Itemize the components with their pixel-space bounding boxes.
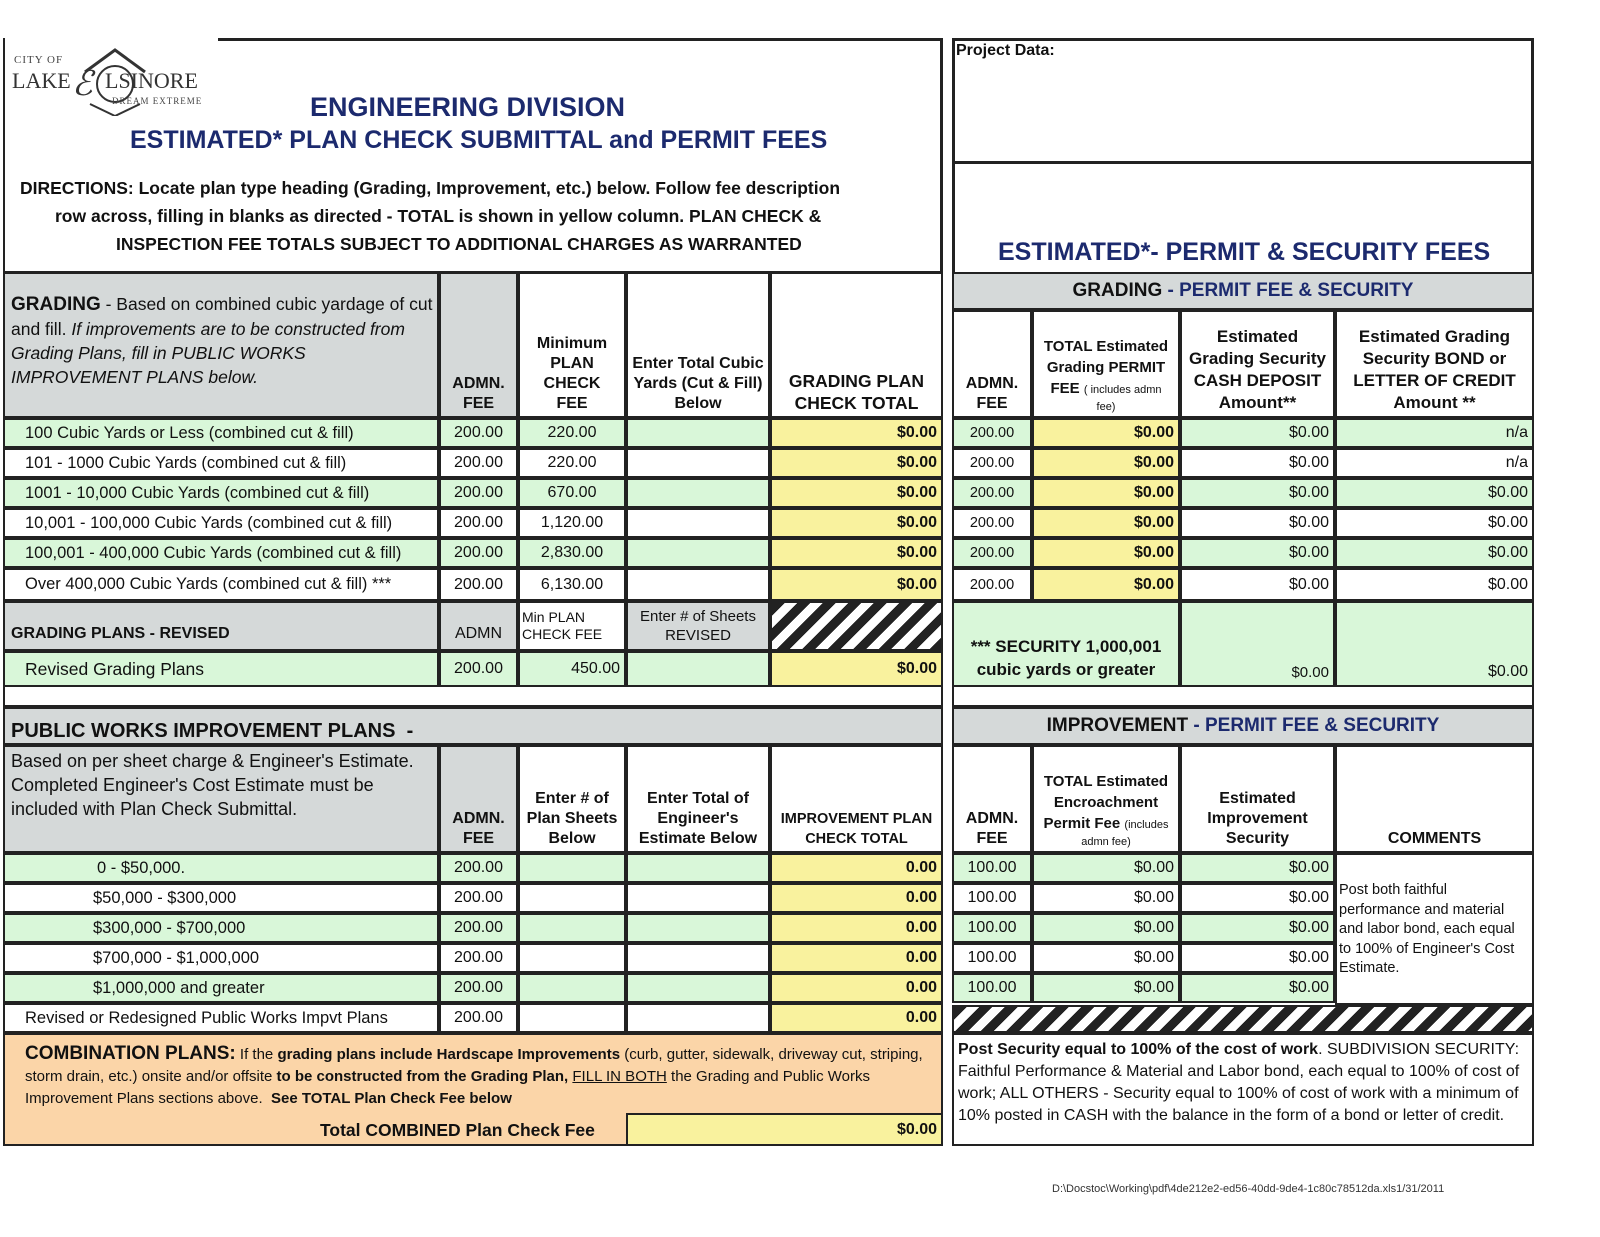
pw-row-estimate-input[interactable] — [626, 973, 770, 1003]
grading-row-cubic-input[interactable] — [626, 448, 770, 478]
pw-total-header — [770, 745, 943, 853]
header-text: CHECK FEE — [522, 626, 603, 642]
revised-row-label: Revised Grading Plans — [3, 651, 439, 687]
gp-security-cash: $0.00 — [1180, 601, 1335, 687]
header-text: Below — [548, 830, 596, 847]
gp-admn-header — [952, 310, 1032, 418]
grading-row-total: $0.00 — [770, 448, 943, 478]
header-text: Encroachment — [1053, 794, 1159, 811]
directions-line1: DIRECTIONS: Locate plan type heading (Grading, Improvement, etc.) below. Follow fee description — [20, 178, 841, 198]
pw-title-bar — [3, 707, 943, 745]
logo-lake: LAKE — [12, 68, 71, 93]
pw-row-sheets-input[interactable] — [518, 943, 626, 973]
ip-row-security: $0.00 — [1180, 943, 1335, 973]
grading-row-label: 1001 - 10,000 Cubic Yards (combined cut & fill) — [3, 478, 439, 508]
pw-estimate-header — [626, 745, 770, 853]
ip-row-fee: $0.00 — [1032, 943, 1180, 973]
grading-row-cubic-input[interactable] — [626, 538, 770, 568]
gp-row-admn: 200.00 — [952, 418, 1032, 448]
grading-spacer — [3, 687, 943, 707]
pw-row-total: 0.00 — [770, 913, 943, 943]
combination-text: If the — [235, 1046, 278, 1063]
header-text: Estimated — [1219, 790, 1296, 807]
pw-row-total: 0.00 — [770, 1003, 943, 1033]
gp-cash-header — [1180, 310, 1335, 418]
pw-sheets-header — [518, 745, 626, 853]
grading-row-cubic-input[interactable] — [626, 418, 770, 448]
gp-row-cash: $0.00 — [1180, 418, 1335, 448]
pw-row-admn: 200.00 — [439, 973, 518, 1003]
grading-row-label: Over 400,000 Cubic Yards (combined cut & fill) *** — [3, 568, 439, 601]
header-text: Estimated Grading — [1358, 327, 1511, 346]
grading-row-cubic-input[interactable] — [626, 508, 770, 538]
ip-comments-header: COMMENTS — [1335, 745, 1534, 853]
project-data-label: Project Data: — [956, 42, 1055, 59]
revised-row-total: $0.00 — [770, 651, 943, 687]
header-text: Enter Total Cubic — [632, 355, 764, 372]
gp-row-bond: $0.00 — [1335, 508, 1534, 538]
title-part: GRADING — [1072, 280, 1163, 301]
pw-row-estimate-input[interactable] — [626, 943, 770, 973]
note-text: *** SECURITY 1,000,001 — [970, 637, 1162, 656]
ip-row-security: $0.00 — [1180, 853, 1335, 883]
header-text: Plan Sheets — [526, 810, 618, 827]
improvement-permit-title — [952, 707, 1534, 745]
pw-row-total: 0.00 — [770, 853, 943, 883]
grading-description — [3, 272, 439, 418]
gp-row-bond: $0.00 — [1335, 538, 1534, 568]
grading-row-total: $0.00 — [770, 568, 943, 601]
ip-row-fee: $0.00 — [1032, 853, 1180, 883]
pw-row-admn: 200.00 — [439, 853, 518, 883]
directions-line3: INSPECTION FEE TOTALS SUBJECT TO ADDITIONAL CHARGES AS WARRANTED — [116, 234, 802, 254]
header-text: IMPROVEMENT PLAN — [780, 811, 933, 827]
pw-row-label: $700,000 - $1,000,000 — [3, 943, 439, 973]
pw-row-estimate-input[interactable] — [626, 913, 770, 943]
header-text: Enter Total of — [647, 790, 749, 807]
page-title: ESTIMATED* PLAN CHECK SUBMITTAL and PERMIT FEES — [130, 126, 828, 154]
header-text: Security — [1225, 830, 1290, 847]
header-text: FEE — [462, 395, 495, 412]
grading-row-admn: 200.00 — [439, 478, 518, 508]
division-title: ENGINEERING DIVISION — [310, 92, 626, 122]
revised-enter-header — [626, 601, 770, 651]
gp-row-cash: $0.00 — [1180, 448, 1335, 478]
header-text: Amount ** — [1393, 393, 1476, 412]
gp-row-bond: $0.00 — [1335, 568, 1534, 601]
grading-title: GRADING — [11, 294, 101, 315]
grading-row-cubic-input[interactable] — [626, 478, 770, 508]
revised-admn-header: ADMN — [439, 601, 518, 651]
grading-row-total: $0.00 — [770, 508, 943, 538]
header-text: FEE — [976, 395, 1008, 412]
directions-line2: row across, filling in blanks as directed - TOTAL is shown in yellow column. PLAN CHECK & — [55, 206, 822, 226]
grading-row-admn: 200.00 — [439, 568, 518, 601]
grading-row-min: 220.00 — [518, 448, 626, 478]
pw-row-admn: 200.00 — [439, 883, 518, 913]
header-text: Grading PERMIT — [1046, 359, 1166, 376]
revised-row-admn: 200.00 — [439, 651, 518, 687]
header-text: Permit Fee — [1043, 815, 1121, 832]
header-text: ADMN. — [452, 810, 505, 827]
revised-row-min: 450.00 — [518, 651, 626, 687]
gp-security-bond: $0.00 — [1335, 601, 1534, 687]
header-text: Yards (Cut & Fill) — [633, 375, 763, 392]
header-text — [1050, 378, 1161, 401]
header-text: Below — [674, 395, 722, 412]
grading-row-total: $0.00 — [770, 478, 943, 508]
gp-row-admn: 200.00 — [952, 538, 1032, 568]
estimated-box-side — [952, 164, 955, 274]
header-text: CHECK TOTAL — [794, 393, 919, 413]
ip-row-fee: $0.00 — [1032, 883, 1180, 913]
header-text: Estimate Below — [638, 830, 758, 847]
gp-total-header — [1032, 310, 1180, 418]
gp-row-admn: 200.00 — [952, 448, 1032, 478]
ip-row-security: $0.00 — [1180, 913, 1335, 943]
gp-row-cash: $0.00 — [1180, 508, 1335, 538]
header-text: TOTAL Estimated — [1043, 338, 1169, 355]
ip-row-admn: 100.00 — [952, 913, 1032, 943]
header-text: CASH DEPOSIT — [1193, 371, 1322, 390]
gp-row-cash: $0.00 — [1180, 568, 1335, 601]
header-text: Security BOND or — [1362, 349, 1507, 368]
grading-row-min: 1,120.00 — [518, 508, 626, 538]
grading-enter-header — [626, 272, 770, 418]
header-text: ADMN. — [965, 810, 1019, 827]
gp-row-admn: 200.00 — [952, 568, 1032, 601]
gp-row-admn: 200.00 — [952, 478, 1032, 508]
header-small: (includes — [1124, 819, 1169, 831]
grading-desc-italic: If improvements are to be constructed from Grading Plans, fill in PUBLIC WORKS IMPROVEMENT PLANS below. — [11, 319, 405, 387]
pw-row-label: Revised or Redesigned Public Works Impvt Plans — [3, 1003, 439, 1033]
pw-row-admn: 200.00 — [439, 943, 518, 973]
gp-security-note — [952, 601, 1180, 687]
logo-city-of: CITY OF — [14, 54, 64, 66]
logo-lsinore: LSINORE — [105, 68, 198, 93]
pw-row-admn: 200.00 — [439, 1003, 518, 1033]
gp-spacer — [952, 687, 1534, 707]
ip-row-fee: $0.00 — [1032, 973, 1180, 1003]
pw-row-estimate-input[interactable] — [626, 853, 770, 883]
pw-row-estimate-input[interactable] — [626, 1003, 770, 1033]
header-top-line — [218, 38, 943, 41]
grading-row-min: 6,130.00 — [518, 568, 626, 601]
grading-row-cubic-input[interactable] — [626, 568, 770, 601]
gp-row-fee: $0.00 — [1032, 568, 1180, 601]
grading-row-total: $0.00 — [770, 418, 943, 448]
gp-bond-header — [1335, 310, 1534, 418]
pw-description — [3, 745, 439, 853]
header-text: Minimum — [536, 335, 608, 352]
header-text: Enter # of Sheets — [640, 608, 756, 625]
grading-total-header — [770, 272, 943, 418]
revised-row-sheets-input[interactable] — [626, 651, 770, 687]
ip-row-admn: 100.00 — [952, 883, 1032, 913]
grading-row-min: 2,830.00 — [518, 538, 626, 568]
grading-row-min: 220.00 — [518, 418, 626, 448]
ip-admn-header — [952, 745, 1032, 853]
footer-path: D:\Docstoc\Working\pdf\4de212e2-ed56-40dd-9de4-1c80c78512da.xls1/31/2011 — [1052, 1183, 1445, 1195]
header-text: Improvement — [1207, 810, 1308, 827]
estimated-fees-title: ESTIMATED*- PERMIT & SECURITY FEES — [998, 238, 1491, 266]
city-logo — [10, 44, 215, 116]
header-text: Engineer's — [657, 810, 739, 827]
gp-row-bond: n/a — [1335, 418, 1534, 448]
pw-row-sheets-input[interactable] — [518, 1003, 626, 1033]
ip-row-admn: 100.00 — [952, 973, 1032, 1003]
gp-row-cash: $0.00 — [1180, 538, 1335, 568]
pw-row-admn: 200.00 — [439, 913, 518, 943]
comment-text: Post both faithful performance and material and labor bond, each equal to 100% of Engineer's Cost Estimate. — [1339, 882, 1515, 976]
header-text: Amount** — [1218, 393, 1297, 412]
pw-row-label: $50,000 - $300,000 — [3, 883, 439, 913]
pw-row-total: 0.00 — [770, 973, 943, 1003]
note-text: cubic yards or greater — [976, 660, 1156, 679]
pw-row-sheets-input[interactable] — [518, 973, 626, 1003]
header-text: Estimated — [1216, 327, 1299, 346]
header-text: CHECK TOTAL — [805, 831, 908, 847]
combination-text: the Grading and Public Works Improvement Plans sections above. — [25, 1068, 875, 1107]
pw-row-total: 0.00 — [770, 883, 943, 913]
ip-row-fee: $0.00 — [1032, 913, 1180, 943]
header-text: REVISED — [665, 627, 731, 644]
grading-desc: - Based on combined cubic yardage of cut and fill. — [11, 294, 433, 339]
grading-row-admn: 200.00 — [439, 418, 518, 448]
header-text: Enter # of — [535, 790, 609, 807]
pw-title: PUBLIC WORKS IMPROVEMENT PLANS - — [11, 720, 414, 742]
grading-row-min: 670.00 — [518, 478, 626, 508]
security-bold: Post Security equal to 100% of the cost of work — [958, 1041, 1319, 1058]
title-part: - PERMIT FEE & SECURITY — [1162, 280, 1414, 301]
combination-text: to be constructed from the Grading Plan, — [276, 1068, 569, 1085]
header-text: Min PLAN — [522, 609, 586, 625]
pw-row-sheets-input[interactable] — [518, 883, 626, 913]
grading-row-label: 100 Cubic Yards or Less (combined cut & fill) — [3, 418, 439, 448]
ip-hatch-row — [952, 1005, 1534, 1033]
combination-title: COMBINATION PLANS: — [25, 1043, 236, 1064]
pw-row-label: 0 - $50,000. — [3, 853, 439, 883]
header-small: admn fee) — [1081, 836, 1131, 848]
logo-tagline: DREAM EXTREME — [112, 96, 203, 106]
combination-text: See TOTAL Plan Check Fee below — [270, 1090, 512, 1107]
header-text: LETTER OF CREDIT — [1353, 371, 1516, 390]
header-left-line — [3, 38, 5, 274]
combination-fill-both: FILL IN BOTH — [572, 1068, 667, 1085]
security-text-box — [952, 1033, 1534, 1146]
gp-row-fee: $0.00 — [1032, 448, 1180, 478]
ip-comments — [1335, 853, 1534, 1005]
header-text: Grading Security — [1189, 349, 1326, 368]
gp-row-fee: $0.00 — [1032, 538, 1180, 568]
grading-row-label: 10,001 - 100,000 Cubic Yards (combined cut & fill) — [3, 508, 439, 538]
gp-row-admn: 200.00 — [952, 508, 1032, 538]
header-text: FEE — [976, 830, 1008, 847]
header-text: GRADING PLAN — [788, 371, 925, 391]
header-text: ADMN. — [452, 375, 505, 392]
header-text: TOTAL Estimated — [1043, 773, 1169, 790]
ip-security-header — [1180, 745, 1335, 853]
pw-admn-header — [439, 745, 518, 853]
gp-row-fee: $0.00 — [1032, 418, 1180, 448]
gp-row-fee: $0.00 — [1032, 508, 1180, 538]
pw-row-sheets-input[interactable] — [518, 913, 626, 943]
revised-min-header — [518, 601, 626, 651]
header-text: FEE — [556, 395, 588, 412]
grading-revised-header: GRADING PLANS - REVISED — [3, 601, 439, 651]
pw-row-estimate-input[interactable] — [626, 883, 770, 913]
pw-row-label: $300,000 - $700,000 — [3, 913, 439, 943]
pw-row-sheets-input[interactable] — [518, 853, 626, 883]
ip-row-security: $0.00 — [1180, 973, 1335, 1003]
gp-row-bond: n/a — [1335, 448, 1534, 478]
header-text — [1044, 813, 1169, 836]
header-text: FEE — [1050, 380, 1080, 397]
header-text: ADMN. — [965, 375, 1019, 392]
combined-total-value: $0.00 — [626, 1113, 943, 1146]
gp-row-cash: $0.00 — [1180, 478, 1335, 508]
grading-row-total: $0.00 — [770, 538, 943, 568]
combination-text: (curb, gutter, sidewalk, driveway cut, striping, storm drain, etc.) onsite and/or offsite — [25, 1046, 923, 1085]
grading-permit-title — [952, 272, 1534, 310]
grading-row-label: 101 - 1000 Cubic Yards (combined cut & fill) — [3, 448, 439, 478]
header-small: fee) — [1096, 401, 1116, 413]
combination-text: grading plans include Hardscape Improvements — [277, 1046, 621, 1063]
header-small: ( includes admn — [1083, 384, 1162, 396]
project-data-value[interactable] — [960, 68, 1526, 156]
estimated-box-side-r — [1531, 164, 1534, 274]
header-text: FEE — [462, 830, 495, 847]
title-part: - PERMIT FEE & SECURITY — [1188, 715, 1440, 736]
grading-min-header — [518, 272, 626, 418]
grading-row-label: 100,001 - 400,000 Cubic Yards (combined cut & fill) — [3, 538, 439, 568]
ip-row-admn: 100.00 — [952, 943, 1032, 973]
header-text: PLAN CHECK — [543, 355, 601, 392]
logo-e-letter: ℰ — [72, 66, 93, 103]
gp-row-bond: $0.00 — [1335, 478, 1534, 508]
title-part: IMPROVEMENT — [1046, 715, 1189, 736]
revised-hatch — [770, 601, 943, 651]
combined-total-label: Total COMBINED Plan Check Fee — [320, 1120, 595, 1140]
grading-row-admn: 200.00 — [439, 448, 518, 478]
ip-total-header — [1032, 745, 1180, 853]
grading-row-admn: 200.00 — [439, 538, 518, 568]
ip-row-security: $0.00 — [1180, 883, 1335, 913]
pw-row-total: 0.00 — [770, 943, 943, 973]
ip-row-admn: 100.00 — [952, 853, 1032, 883]
pw-row-label: $1,000,000 and greater — [3, 973, 439, 1003]
grading-admn-header — [439, 272, 518, 418]
grading-row-admn: 200.00 — [439, 508, 518, 538]
security-rest: . SUBDIVISION SECURITY: Faithful Performance & Material and Labor bond, each equal to 100% of cost of work; ALL OTHERS - Security equal to 100% of cost of work with a minimum of 10% posted in CASH with the balance in the form of a bond or letter of credit. — [958, 1041, 1520, 1124]
pw-desc: Based on per sheet charge & Engineer's Estimate. Completed Engineer's Cost Estimate must be included with Plan Check Submittal. — [11, 751, 414, 819]
gp-row-fee: $0.00 — [1032, 478, 1180, 508]
